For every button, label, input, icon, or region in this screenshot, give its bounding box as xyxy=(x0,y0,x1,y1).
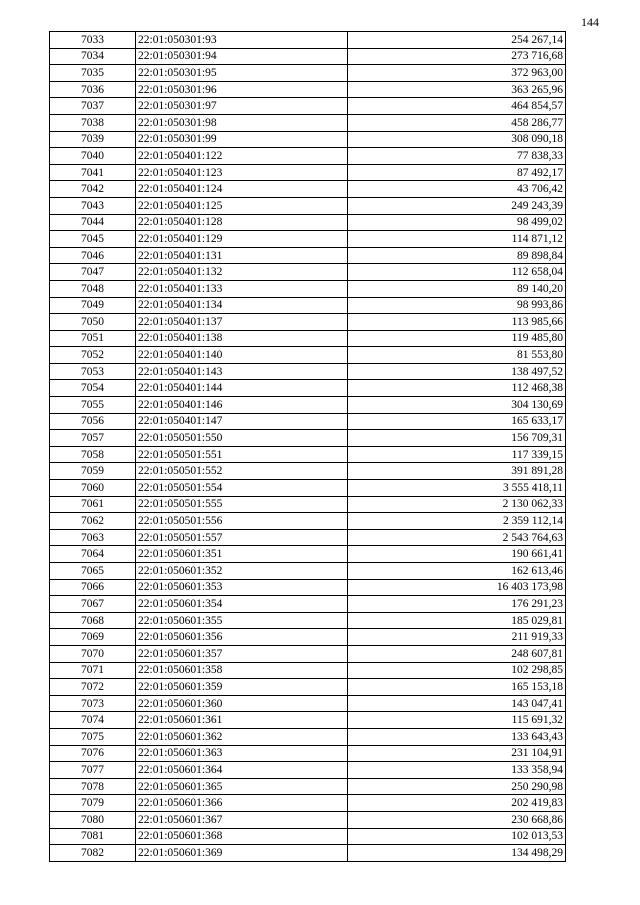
row-number-cell: 7078 xyxy=(50,778,136,795)
table-row xyxy=(50,347,566,364)
row-number-cell: 7067 xyxy=(50,596,136,613)
cadastral-number-cell: 22:01:050501:554 xyxy=(136,480,348,497)
table-row xyxy=(50,745,566,762)
cadastral-number-cell: 22:01:050601:360 xyxy=(136,695,348,712)
table-row xyxy=(50,828,566,845)
row-number-cell: 7069 xyxy=(50,629,136,646)
cadastral-value-cell: 87 492,17 xyxy=(348,164,566,181)
table-row xyxy=(50,231,566,248)
cadastral-value-cell: 81 553,80 xyxy=(348,347,566,364)
row-number-cell: 7055 xyxy=(50,397,136,414)
cadastral-number-cell: 22:01:050401:140 xyxy=(136,347,348,364)
cadastral-number-cell: 22:01:050301:97 xyxy=(136,98,348,115)
cadastral-number-cell: 22:01:050401:147 xyxy=(136,413,348,430)
cadastral-value-cell: 156 709,31 xyxy=(348,430,566,447)
row-number-cell: 7040 xyxy=(50,148,136,165)
cadastral-number-cell: 22:01:050601:365 xyxy=(136,778,348,795)
cadastral-value-cell: 304 130,69 xyxy=(348,397,566,414)
cadastral-number-cell: 22:01:050601:368 xyxy=(136,828,348,845)
cadastral-value-cell: 162 613,46 xyxy=(348,563,566,580)
row-number-cell: 7071 xyxy=(50,662,136,679)
cadastral-number-cell: 22:01:050401:143 xyxy=(136,363,348,380)
table-row xyxy=(50,679,566,696)
row-number-cell: 7062 xyxy=(50,513,136,530)
table-row xyxy=(50,98,566,115)
cadastral-value-cell: 308 090,18 xyxy=(348,131,566,148)
cadastral-value-cell: 176 291,23 xyxy=(348,596,566,613)
table-row xyxy=(50,529,566,546)
row-number-cell: 7070 xyxy=(50,645,136,662)
table-row xyxy=(50,48,566,65)
cadastral-number-cell: 22:01:050401:125 xyxy=(136,197,348,214)
table-row xyxy=(50,778,566,795)
cadastral-number-cell: 22:01:050301:99 xyxy=(136,131,348,148)
cadastral-value-cell: 133 358,94 xyxy=(348,762,566,779)
cadastral-value-cell: 185 029,81 xyxy=(348,612,566,629)
row-number-cell: 7047 xyxy=(50,264,136,281)
table-row xyxy=(50,32,566,49)
cadastral-number-cell: 22:01:050501:550 xyxy=(136,430,348,447)
table-row xyxy=(50,280,566,297)
row-number-cell: 7082 xyxy=(50,845,136,862)
row-number-cell: 7081 xyxy=(50,828,136,845)
cadastral-number-cell: 22:01:050601:364 xyxy=(136,762,348,779)
row-number-cell: 7080 xyxy=(50,811,136,828)
table-row xyxy=(50,164,566,181)
table-row xyxy=(50,795,566,812)
cadastral-value-cell: 165 153,18 xyxy=(348,679,566,696)
cadastral-value-cell: 102 298,85 xyxy=(348,662,566,679)
table-row xyxy=(50,563,566,580)
cadastral-value-cell: 190 661,41 xyxy=(348,546,566,563)
row-number-cell: 7079 xyxy=(50,795,136,812)
row-number-cell: 7056 xyxy=(50,413,136,430)
table-row xyxy=(50,330,566,347)
table-row xyxy=(50,297,566,314)
table-row xyxy=(50,579,566,596)
cadastral-number-cell: 22:01:050501:552 xyxy=(136,463,348,480)
row-number-cell: 7076 xyxy=(50,745,136,762)
cadastral-number-cell: 22:01:050401:123 xyxy=(136,164,348,181)
row-number-cell: 7033 xyxy=(50,32,136,49)
row-number-cell: 7068 xyxy=(50,612,136,629)
cadastral-value-cell: 165 633,17 xyxy=(348,413,566,430)
cadastral-number-cell: 22:01:050601:357 xyxy=(136,645,348,662)
row-number-cell: 7034 xyxy=(50,48,136,65)
cadastral-value-cell: 372 963,00 xyxy=(348,65,566,82)
cadastral-number-cell: 22:01:050401:137 xyxy=(136,314,348,331)
cadastral-value-cell: 464 854,57 xyxy=(348,98,566,115)
row-number-cell: 7057 xyxy=(50,430,136,447)
cadastral-value-cell: 2 359 112,14 xyxy=(348,513,566,530)
row-number-cell: 7037 xyxy=(50,98,136,115)
row-number-cell: 7050 xyxy=(50,314,136,331)
cadastral-number-cell: 22:01:050401:133 xyxy=(136,280,348,297)
row-number-cell: 7064 xyxy=(50,546,136,563)
cadastral-value-cell: 89 140,20 xyxy=(348,280,566,297)
row-number-cell: 7054 xyxy=(50,380,136,397)
table-row xyxy=(50,596,566,613)
cadastral-value-cell: 143 047,41 xyxy=(348,695,566,712)
page-number: 144 xyxy=(581,15,599,29)
row-number-cell: 7060 xyxy=(50,480,136,497)
table-body xyxy=(50,32,566,862)
row-number-cell: 7036 xyxy=(50,81,136,98)
row-number-cell: 7058 xyxy=(50,446,136,463)
row-number-cell: 7061 xyxy=(50,496,136,513)
table-row xyxy=(50,430,566,447)
table-row xyxy=(50,712,566,729)
row-number-cell: 7041 xyxy=(50,164,136,181)
table-row xyxy=(50,413,566,430)
cadastral-number-cell: 22:01:050501:555 xyxy=(136,496,348,513)
row-number-cell: 7053 xyxy=(50,363,136,380)
cadastral-value-cell: 249 243,39 xyxy=(348,197,566,214)
row-number-cell: 7065 xyxy=(50,563,136,580)
cadastral-number-cell: 22:01:050301:95 xyxy=(136,65,348,82)
cadastral-number-cell: 22:01:050501:556 xyxy=(136,513,348,530)
cadastral-number-cell: 22:01:050401:129 xyxy=(136,231,348,248)
row-number-cell: 7044 xyxy=(50,214,136,231)
row-number-cell: 7043 xyxy=(50,197,136,214)
row-number-cell: 7052 xyxy=(50,347,136,364)
table-row xyxy=(50,81,566,98)
table-row xyxy=(50,363,566,380)
table-row xyxy=(50,446,566,463)
row-number-cell: 7063 xyxy=(50,529,136,546)
cadastral-value-cell: 250 290,98 xyxy=(348,778,566,795)
table-row xyxy=(50,728,566,745)
cadastral-value-cell: 202 419,83 xyxy=(348,795,566,812)
cadastral-number-cell: 22:01:050601:351 xyxy=(136,546,348,563)
row-number-cell: 7042 xyxy=(50,181,136,198)
cadastral-value-cell: 138 497,52 xyxy=(348,363,566,380)
cadastral-value-cell: 77 838,33 xyxy=(348,148,566,165)
cadastral-value-cell: 134 498,29 xyxy=(348,845,566,862)
cadastral-number-cell: 22:01:050601:366 xyxy=(136,795,348,812)
cadastral-number-cell: 22:01:050601:362 xyxy=(136,728,348,745)
cadastral-value-cell: 89 898,84 xyxy=(348,247,566,264)
cadastral-value-cell: 273 716,68 xyxy=(348,48,566,65)
row-number-cell: 7077 xyxy=(50,762,136,779)
cadastral-number-cell: 22:01:050601:356 xyxy=(136,629,348,646)
table-row xyxy=(50,695,566,712)
table-row xyxy=(50,181,566,198)
cadastral-number-cell: 22:01:050401:124 xyxy=(136,181,348,198)
table-row xyxy=(50,513,566,530)
cadastral-number-cell: 22:01:050601:359 xyxy=(136,679,348,696)
cadastral-number-cell: 22:01:050401:138 xyxy=(136,330,348,347)
table-row xyxy=(50,546,566,563)
row-number-cell: 7073 xyxy=(50,695,136,712)
cadastral-number-cell: 22:01:050501:551 xyxy=(136,446,348,463)
cadastral-number-cell: 22:01:050601:355 xyxy=(136,612,348,629)
table-row xyxy=(50,612,566,629)
table-row xyxy=(50,264,566,281)
cadastral-number-cell: 22:01:050601:361 xyxy=(136,712,348,729)
table-row xyxy=(50,247,566,264)
cadastral-value-cell: 133 643,43 xyxy=(348,728,566,745)
cadastral-number-cell: 22:01:050401:134 xyxy=(136,297,348,314)
row-number-cell: 7066 xyxy=(50,579,136,596)
row-number-cell: 7038 xyxy=(50,114,136,131)
table-row xyxy=(50,114,566,131)
cadastral-value-cell: 458 286,77 xyxy=(348,114,566,131)
cadastral-value-cell: 117 339,15 xyxy=(348,446,566,463)
cadastral-number-cell: 22:01:050401:131 xyxy=(136,247,348,264)
row-number-cell: 7051 xyxy=(50,330,136,347)
table-row xyxy=(50,645,566,662)
row-number-cell: 7072 xyxy=(50,679,136,696)
table-row xyxy=(50,131,566,148)
row-number-cell: 7049 xyxy=(50,297,136,314)
table-row xyxy=(50,197,566,214)
row-number-cell: 7035 xyxy=(50,65,136,82)
table-row xyxy=(50,214,566,231)
cadastral-value-cell: 112 468,38 xyxy=(348,380,566,397)
cadastral-value-cell: 113 985,66 xyxy=(348,314,566,331)
cadastral-value-cell: 211 919,33 xyxy=(348,629,566,646)
cadastral-number-cell: 22:01:050401:128 xyxy=(136,214,348,231)
cadastral-value-cell: 254 267,14 xyxy=(348,32,566,49)
table-row xyxy=(50,629,566,646)
cadastral-value-cell: 102 013,53 xyxy=(348,828,566,845)
cadastral-value-cell: 230 668,86 xyxy=(348,811,566,828)
cadastral-value-cell: 43 706,42 xyxy=(348,181,566,198)
row-number-cell: 7048 xyxy=(50,280,136,297)
table-row xyxy=(50,397,566,414)
cadastral-number-cell: 22:01:050401:132 xyxy=(136,264,348,281)
cadastral-number-cell: 22:01:050601:353 xyxy=(136,579,348,596)
cadastral-value-cell: 363 265,96 xyxy=(348,81,566,98)
row-number-cell: 7039 xyxy=(50,131,136,148)
table-row xyxy=(50,845,566,862)
cadastral-number-cell: 22:01:050401:122 xyxy=(136,148,348,165)
row-number-cell: 7059 xyxy=(50,463,136,480)
row-number-cell: 7046 xyxy=(50,247,136,264)
cadastral-number-cell: 22:01:050601:369 xyxy=(136,845,348,862)
table-row xyxy=(50,314,566,331)
table-row xyxy=(50,463,566,480)
cadastral-number-cell: 22:01:050301:93 xyxy=(136,32,348,49)
row-number-cell: 7075 xyxy=(50,728,136,745)
row-number-cell: 7074 xyxy=(50,712,136,729)
table-row xyxy=(50,65,566,82)
table-row xyxy=(50,380,566,397)
cadastral-number-cell: 22:01:050601:358 xyxy=(136,662,348,679)
cadastral-number-cell: 22:01:050401:144 xyxy=(136,380,348,397)
table-row xyxy=(50,480,566,497)
table-row xyxy=(50,762,566,779)
cadastral-value-cell: 112 658,04 xyxy=(348,264,566,281)
cadastral-value-cell: 98 993,86 xyxy=(348,297,566,314)
cadastral-number-cell: 22:01:050601:354 xyxy=(136,596,348,613)
cadastral-value-cell: 391 891,28 xyxy=(348,463,566,480)
cadastral-number-cell: 22:01:050501:557 xyxy=(136,529,348,546)
cadastral-number-cell: 22:01:050601:352 xyxy=(136,563,348,580)
cadastral-number-cell: 22:01:050601:367 xyxy=(136,811,348,828)
cadastral-number-cell: 22:01:050301:98 xyxy=(136,114,348,131)
cadastral-number-cell: 22:01:050401:146 xyxy=(136,397,348,414)
cadastral-value-cell: 2 543 764,63 xyxy=(348,529,566,546)
cadastral-value-cell: 16 403 173,98 xyxy=(348,579,566,596)
cadastral-value-cell: 119 485,80 xyxy=(348,330,566,347)
cadastral-number-cell: 22:01:050601:363 xyxy=(136,745,348,762)
cadastral-value-cell: 3 555 418,11 xyxy=(348,480,566,497)
row-number-cell: 7045 xyxy=(50,231,136,248)
cadastral-number-cell: 22:01:050301:96 xyxy=(136,81,348,98)
cadastral-value-cell: 231 104,91 xyxy=(348,745,566,762)
cadastral-value-cell: 115 691,32 xyxy=(348,712,566,729)
table-row xyxy=(50,662,566,679)
cadastral-value-cell: 2 130 062,33 xyxy=(348,496,566,513)
cadastral-value-cell: 98 499,02 xyxy=(348,214,566,231)
table-row xyxy=(50,148,566,165)
cadastral-value-cell: 114 871,12 xyxy=(348,231,566,248)
cadastral-number-cell: 22:01:050301:94 xyxy=(136,48,348,65)
table-row xyxy=(50,496,566,513)
table-row xyxy=(50,811,566,828)
cadastral-value-cell: 248 607,81 xyxy=(348,645,566,662)
cadastral-value-table xyxy=(49,31,566,862)
